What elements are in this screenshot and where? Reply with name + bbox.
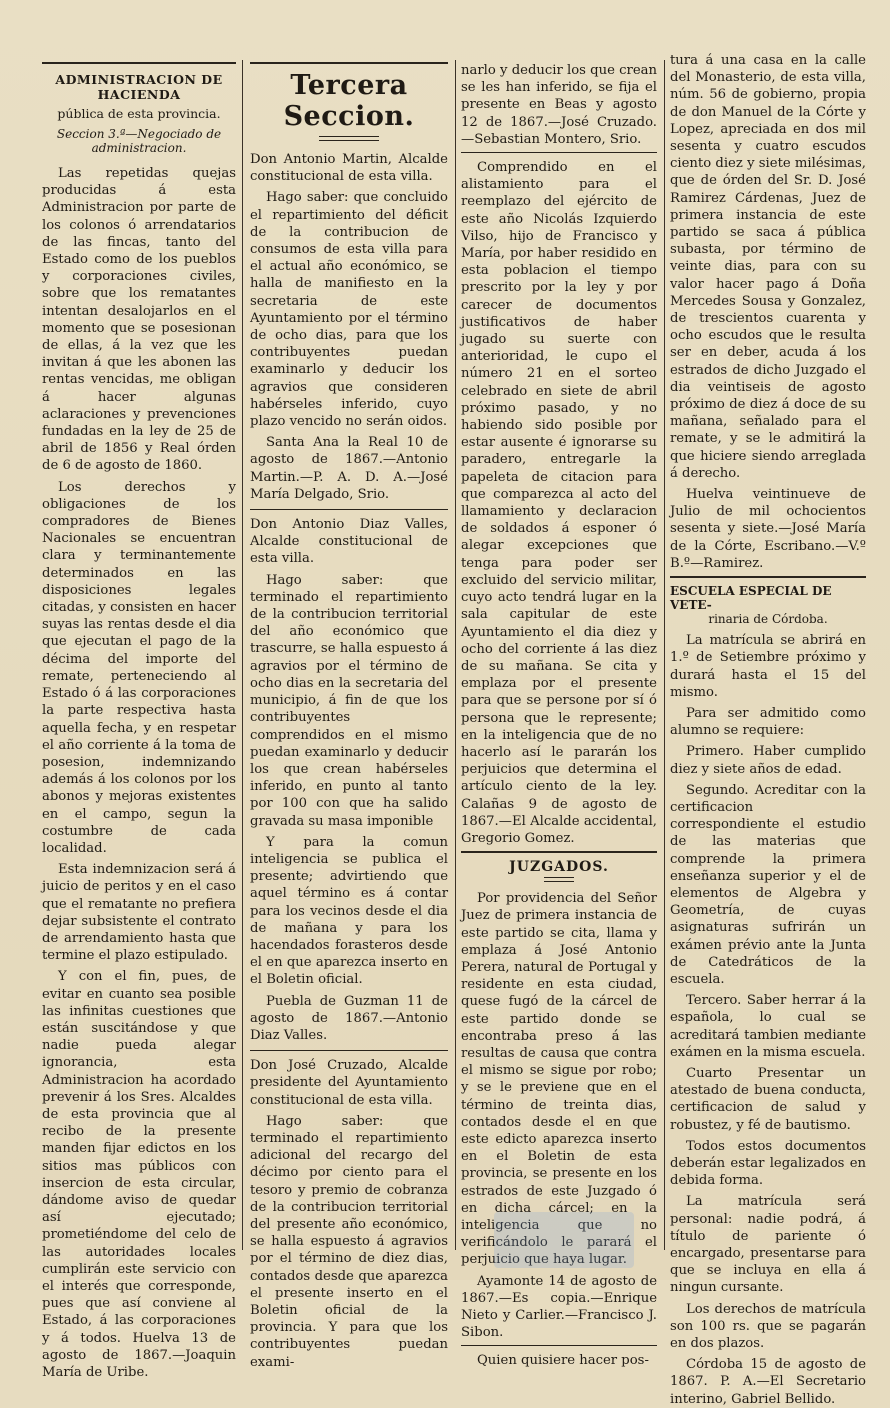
divider [670,576,866,578]
divider [461,851,657,853]
paragraph: Hago saber: que terminado el repartimiento de la contribucion territorial del año económico que trascurre, se halla espuesto á agravios por el término de ocho dias en la secretaria del municipio, á fin de que los contribuyentes comprendidos en el mismo puedan examinarlo y deducir los que crean habérseles inferido, en punto al tanto por 100 con que ha salido gravada su masa imponible [250,572,448,829]
column-2 [250,62,448,1370]
paragraph: Hago saber: que terminado el repartimiento adicional del recargo del décimo por ciento para el tesoro y premio de cobranza de la contribucion territorial del presente año económico, se halla espuesto á agravios por el término de diez dias, contados desde que aparezca el presente inserto en el Boletin oficial de la provincia. Y para que los contribuyentes puedan exami- [250,1113,448,1370]
column-3 [461,62,657,1369]
paragraph: Los derechos y obligaciones de los compradores de Bienes Nacionales se encuentran clara y terminantemente determinados en las disposiciones legales citadas, y consisten en hacer suyas las rentas desde el dia que ejecutan el pago de la décima del importe del remate, perteneciendo al Estado ó á las corporaciones la parte respectiva hasta aquella fecha, y en respetar el año corriente á la toma de posesion, indemnizando además á los colonos por los abonos y mejoras existentes en el campo, segun la costumbre de cada localidad. [42,479,236,856]
paragraph: Cuarto Presentar un atestado de buena conducta, certificacion de salud y robustez, y fé de bautismo. [670,1065,866,1133]
divider [319,136,379,141]
paragraph: Hago saber: que concluido el repartimiento del déficit de la contribucion de consumos de esta villa para el actual año económico, se halla de manifiesto en la secretaria de este Ayuntamiento por el término de ocho dias, para que los contribuyentes puedan examinarlo y deducir los agravios que consideren habérseles inferido, cuyo plazo vencido no serán oidos. [250,190,448,430]
paragraph: Santa Ana la Real 10 de agosto de 1867.—Antonio Martin.—P. A. D. A.—José María Delgado, Srio. [250,435,448,502]
paragraph: Puebla de Guzman 11 de agosto de 1867.—Antonio Diaz Valles. [250,993,448,1043]
paragraph: Comprendido en el alistamiento para el reemplazo del ejército de este año Nicolás Izquierdo Vilso, hijo de Francisco y María, por haber residido en esta poblacion el tiempo prescrito por la ley y por carecer de documentos justificativos de haber jugado su suerte con anterioridad, le cupo el número 21 en el sorteo celebrado en siete de abril próximo pasado, y no habiendo sido posible por estar ausente é ignorarse su paradero, entregarle la papeleta de citacion para que comparezca al acto del llamamiento y declaracion de soldados á esponer ó alegar excepciones que tenga para poder ser excluido del servicio militar, cuyo acto tendrá lugar en la sala capitular de este Ayuntamiento el dia diez y ocho del corriente á las diez de su mañana. Se cita y emplaza por el presente para que se persone por sí ó persona que le represente; en la inteligencia que de no hacerlo así le pararán los perjuicios que determina el artículo ciento de la ley. Calañas 9 de agosto de 1867.—El Alcalde accidental, Gregorio Gomez. [461,160,657,846]
paragraph: Tercero. Saber herrar á la española, lo cual se acreditará tambien mediante exámen en la misma escuela. [670,993,866,1060]
section-header: ADMINISTRACION DE HACIENDA [55,72,223,102]
column-4 [670,52,866,1407]
section-negociado: Seccion 3.ª—Negociado de administracion. [56,127,222,155]
paragraph: Las repetidas quejas producidas á esta Administracion por parte de los colonos ó arrendatarios de las fincas, tanto del Estado como de los pueblos y corporaciones civiles, sobre que los rematantes intentan desalojarlos en el momento que se posesionan de ellas, á la vez que les invitan á que les abonen las rentas vencidas, me obligan á hacer algunas aclaraciones y prevenciones fundadas en la ley de 25 de abril de 1856 y Real órden de 6 de agosto de 1860. [42,166,236,474]
divider [250,509,448,510]
divider [544,877,574,882]
divider [461,1345,657,1346]
paragraph: La matrícula será personal: nadie podrá, á título de pariente ó encargado, presentarse para que se incluya en ella á ningun cursante. [670,1194,866,1296]
column-1 [42,62,236,1381]
paragraph: Los derechos de matrícula son 100 rs. que se pagarán en dos plazos. [670,1301,866,1352]
paragraph: Ayamonte 14 de agosto de 1867.—Es copia.—Enrique Nieto y Carlier.—Francisco J. Sibon. [461,1273,657,1341]
escuela-header: ESCUELA ESPECIAL DE VETE- [670,584,832,613]
paragraph: Segundo. Acreditar con la certificacion correspondiente el estudio de las materias que comprende la primera enseñanza superior y el de elementos de Algebra y Geometría, de cuyas asignaturas sufrirán un exámen prévio ante la Junta de Catedráticos de la escuela. [670,782,866,987]
paragraph: Todos estos documentos deberán estar legalizados en debida forma. [670,1138,866,1189]
paragraph: Huelva veintinueve de Julio de mil ochocientos sesenta y siete.—José María de la Córte, Escribano.—V.º B.º—Ramirez. [670,487,866,571]
notice-lead: Don José Cruzado, Alcalde presidente del Ayuntamiento constitucional de esta villa. [250,1058,448,1108]
column-rule [664,60,665,1250]
divider [250,1050,448,1051]
paragraph: tura á una casa en la calle del Monasterio, de esta villa, núm. 56 de gobierno, propia de don Manuel de la Córte y Lopez, apreciada en dos mil sesenta y cuatro escudos ciento diez y siete milésimas, que de órden del Sr. D. José Ramirez Cárdenas, Juez de primera instancia de este partido se saca á pública subasta, por término de veinte dias, para con su valor hacer pago á Doña Mercedes Sousa y Gonzalez, de trescientos cuarenta y ocho escudos que le resulta ser en deber, acuda á los estrados de dicho Juzgado el dia veintiseis de agosto próximo de diez á doce de su mañana, señalado para el remate, y se le admitirá la que hiciere siendo arreglada á derecho. [670,53,866,481]
divider [461,152,657,153]
paragraph: Esta indemnizacion será á juicio de peritos y en el caso que el rematante no prefiera dejar subsistente el contrato de arrendamiento hasta que termine el plazo estipulado. [42,862,236,964]
watermark-stamp [494,1212,634,1268]
section-subheader: pública de esta provincia. [57,106,221,121]
top-rule [42,62,236,64]
top-rule [250,62,448,64]
paragraph: La matrícula se abrirá en 1.º de Setiembre próximo y durará hasta el 15 del mismo. [670,633,866,700]
paragraph: Y con el fin, pues, de evitar en cuanto sea posible las infinitas cuestiones que están suscitándose y que nadie pueda alegar ignorancia, esta Administracion ha acordado prevenir á los Sres. Alcaldes de esta provincia que al recibo de la presente manden fijar edictos en los sitios mas públicos con insercion de esta circular, dándome aviso de quedar así ejecutado; prometiéndome del celo de las autoridades locales cumplirán este servicio con el interés que corresponde, pues que así conviene al Estado, á las corporaciones y á todos. Huelva 13 de agosto de 1867.—Joaquin María de Uribe. [42,969,236,1381]
column-rule [455,60,456,1250]
escuela-subheader: rinaria de Córdoba. [708,612,828,627]
paragraph: Quien quisiere hacer pos- [477,1353,649,1369]
notice-lead: Don Antonio Diaz Valles, Alcalde constitucional de esta villa. [250,517,448,567]
juzgados-header: JUZGADOS. [509,859,609,876]
paragraph: Córdoba 15 de agosto de 1867. P. A.—El Secretario interino, Gabriel Bellido. [670,1357,866,1407]
notice-lead: Don Antonio Martin, Alcalde constitucional de esta villa. [250,152,448,185]
page-title: Tercera Seccion. [283,70,415,132]
paragraph: Por providencia del Señor Juez de primera instancia de este partido se cita, llama y emplaza á José Antonio Perera, natural de Portugal y residente en esta ciudad, quese fugó de la cárcel de este partido donde se encontraba preso á las resultas de causa que contra el mismo se sigue por robo; y se le previene que en el término de treinta dias, contados desde el en que este edicto aparezca inserto en el Boletin de esta provincia, se presente en los estrados de este Juzgado ó en dicha cárcel; en la inteligencia que no verificándolo le parará el perjuicio que haya lugar. [461,891,657,1268]
paragraph: Primero. Haber cumplido diez y siete años de edad. [670,744,866,777]
paragraph: Y para la comun inteligencia se publica el presente; advirtiendo que aquel término es á contar para los vecinos desde el dia de mañana y para los hacendados forasteros desde el en que aparezca inserto en el Boletin oficial. [250,834,448,988]
paragraph: narlo y deducir los que crean se les han inferido, se fija el presente en Beas y agosto 12 de 1867.—José Cruzado.—Sebastian Montero, Srio. [461,63,657,147]
column-rule [242,60,243,1250]
paragraph: Para ser admitido como alumno se requiere: [670,705,866,739]
